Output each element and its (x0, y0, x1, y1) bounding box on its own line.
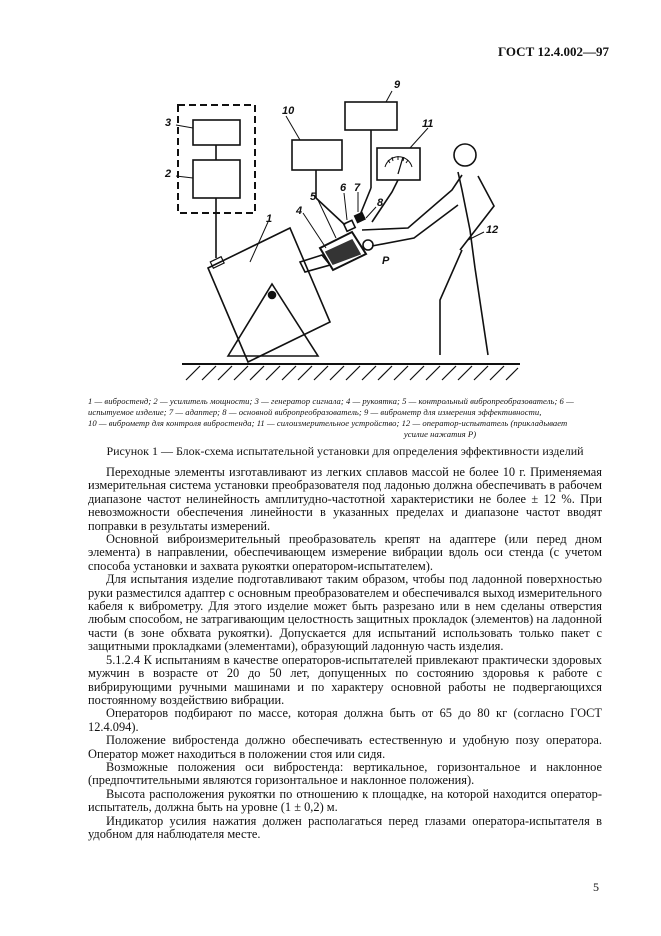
paragraph: Переходные элементы изготавливают из легких сплавов массой не более 10 г. Применяемая измерительная система установки преобразователя под ладонью должна обеспечивать в рабочем диапазоне частот нелинейность амплитудно-частотной характеристики не более ± 12 %. При невозможности обеспечения линейности в указанных пределах и диапазоне частот вводят поправки в результаты измерений. (88, 465, 602, 533)
legend-line: 10 — виброметр для контроля вибростенда; 11 — силоизмерительное устройство; 12 — оператор-испытатель (прикладывает (88, 418, 568, 428)
operator-head (454, 144, 476, 166)
label-5: 5 (310, 191, 317, 203)
label-9: 9 (394, 79, 401, 91)
paragraph: 5.1.2.4 К испытаниям в качестве операторов-испытателей привлекают практически здоровых мужчин в возрасте от 20 до 50 лет, допущенных по состоянию здоровья к работе с вибрирующими ручными машинами и по характеру основной работы не подвергающихся постоянному воздействию вибрации. (88, 652, 602, 707)
paragraph: Для испытания изделие подготавливают таким образом, чтобы под ладонной поверхностью руки разместился адаптер с основным преобразователем и обеспечивался выход измерительного кабеля к виброметру. Для этого изделие может быть разрезано или в нем сделаны отверстия любым способом, не затрагивающим целостность защитных прокладок (элементов) на ладонной части (в зоне обхвата рукоятки). Допускается для испытаний использовать только пакет с защитными прокладками (элементами), образующий ладонную часть изделия. (88, 572, 602, 654)
label-8: 8 (377, 197, 384, 209)
page-number: 5 (593, 880, 599, 894)
paragraph: Положение вибростенда должно обеспечивать естественную и удобную позу оператора. Оператор может находиться в положении стоя или сидя. (88, 733, 602, 761)
standard-header: ГОСТ 12.4.002—97 (497, 44, 609, 59)
label-12: 12 (486, 224, 499, 236)
block-diagram-figure (0, 0, 661, 400)
label-7: 7 (354, 182, 361, 194)
label-10: 10 (282, 105, 295, 117)
label-2: 2 (165, 168, 172, 180)
figure-caption: Рисунок 1 — Блок-схема испытательной установки для определения эффективности изделий (106, 444, 584, 458)
label-1: 1 (266, 213, 273, 225)
paragraph: Индикатор усилия нажатия должен располагаться перед глазами оператора-испытателя в удобном для наблюдателя месте. (88, 813, 602, 841)
block-3-signal-generator (193, 120, 240, 145)
block-9-efficiency-vibrometer (345, 102, 397, 130)
paragraph: Основной виброизмерительный преобразователь крепят на адаптере (или перед дном элемента) в направлении, обеспечивающем измерение вибрации вдоль оси стенда (с учетом способа установки и захвата рукоятки оператором-испытателем). (88, 532, 602, 573)
label-11: 11 (422, 118, 434, 130)
paragraph: Операторов подбирают по массе, которая должна быть от 65 до 80 кг (согласно ГОСТ 12.4.094). (88, 706, 602, 734)
block-2-power-amplifier (193, 160, 240, 198)
legend-line: усилие нажатия P) (403, 429, 477, 439)
label-3: 3 (165, 117, 172, 129)
figure-legend (88, 396, 602, 440)
block-10-stand-vibrometer (292, 140, 342, 170)
label-6: 6 (340, 182, 347, 194)
paragraph: Высота расположения рукоятки по отношению к площадке, на которой находится оператор-испытатель, должна быть на уровне (1 ± 0,2) м. (88, 786, 602, 815)
body-text (88, 466, 602, 841)
legend-line: испытуемое изделие; 7 — адаптер; 8 — основной вибропреобразователь; 9 — виброметр для измерения эффективности, (88, 407, 542, 417)
force-label-p: P (382, 255, 390, 267)
legend-line: 1 — вибростенд; 2 — усилитель мощности; 3 — генератор сигнала; 4 — рукоятка; 5 — контрольный вибропреобразователь; 6 — (88, 396, 574, 406)
label-4: 4 (296, 205, 303, 217)
block-11-force-gauge (377, 148, 420, 180)
paragraph: Возможные положения оси вибростенда: вертикальное, горизонтальное и наклонное (предпочтительными являются горизонтальное и наклонное положения). (88, 759, 602, 788)
